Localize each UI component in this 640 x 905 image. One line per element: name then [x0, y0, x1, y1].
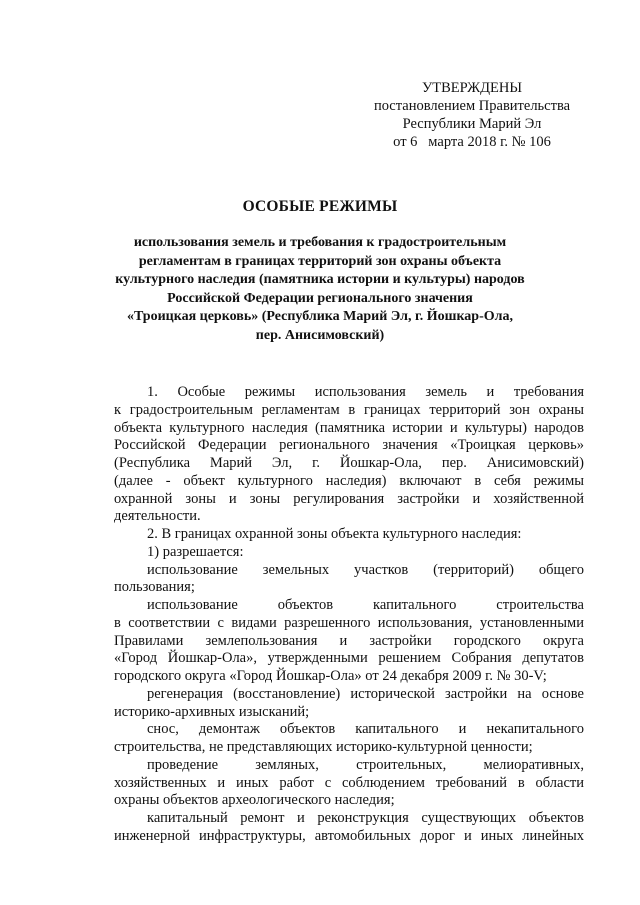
paragraph-1-line: 1. Особые режимы использования земель и требования: [147, 384, 584, 400]
list-item-line: использование объектов капитального строительства: [147, 597, 584, 613]
list-item-line: строительства, не представляющих историко-культурной ценности;: [114, 739, 533, 755]
paragraph-1-line: (Республика Марий Эл, г. Йошкар-Ола, пер. Анисимовский): [114, 455, 584, 471]
paragraph-1-line: охранной зоны и зоны регулирования застройки и хозяйственной: [114, 490, 584, 507]
subtitle-line: пер. Анисимовский): [255, 327, 385, 343]
subtitle-line: использования земель и требования к градостроительным: [133, 235, 507, 250]
document-subtitle: [0, 234, 640, 345]
list-item-line: Правилами землепользования и застройки городского округа: [114, 632, 584, 649]
subtitle-line: культурного наследия (памятника истории и культуры) народов: [115, 272, 525, 287]
paragraph-1-line: Российской Федерации регионального значения «Троицкая церковь»: [114, 437, 584, 454]
list-item-line: регенерация (восстановление) исторической застройки на основе: [147, 685, 584, 702]
list-item-line: «Город Йошкар-Ола», утвержденными решением Собрания депутатов: [114, 650, 584, 667]
paragraph-1-line: (далее - объект культурного наследия) включают в себя режимы: [114, 472, 584, 489]
list-item-line: историко-архивных изысканий;: [114, 703, 310, 720]
paragraph-1-line: объекта культурного наследия (памятника истории и культуры) народов: [114, 419, 584, 436]
subtitle-line: «Троицкая церковь» (Республика Марий Эл, г. Йошкар-Ола,: [127, 309, 513, 324]
list-item-line: в соответствии с видами разрешенного использования, установленными: [114, 614, 584, 631]
approval-decree: постановлением Правительства: [373, 98, 571, 114]
list-item-line: хозяйственных и иных работ с соблюдением требований в области: [114, 774, 584, 791]
document-body: [114, 384, 584, 846]
subparagraph-1: 1) разрешается:: [147, 543, 244, 560]
list-item-line: охраны объектов археологического наследия;: [114, 792, 395, 809]
approval-republic: Республики Марий Эл: [402, 116, 542, 132]
paragraph-2: 2. В границах охранной зоны объекта культурного наследия:: [147, 526, 522, 542]
subtitle-line: регламентам в границах территорий зон охраны объекта: [138, 253, 502, 269]
list-item-line: инженерной инфраструктуры, автомобильных дорог и иных линейных: [114, 827, 584, 844]
list-item-line: использование земельных участков (территорий) общего: [147, 561, 584, 578]
paragraph-1-line: деятельности.: [114, 508, 201, 525]
approval-title: УТВЕРЖДЕНЫ: [421, 80, 523, 96]
list-item-line: городского округа «Город Йошкар-Ола» от 24 декабря 2009 г. № 30-V;: [114, 668, 547, 684]
approval-block: [352, 79, 592, 151]
list-item-line: капитальный ремонт и реконструкция существующих объектов: [147, 810, 584, 826]
document-heading: ОСОБЫЕ РЕЖИМЫ: [242, 198, 398, 215]
list-item-line: снос, демонтаж объектов капитального и некапитального: [147, 721, 584, 738]
paragraph-1-line: к градостроительным регламентам в границах территорий зон охраны: [114, 401, 584, 418]
list-item-line: проведение земляных, строительных, мелиоративных,: [147, 756, 584, 773]
list-item-line: пользования;: [114, 579, 195, 596]
subtitle-line: Российской Федерации регионального значения: [167, 290, 473, 306]
approval-date: от 6 марта 2018 г. № 106: [393, 134, 551, 150]
